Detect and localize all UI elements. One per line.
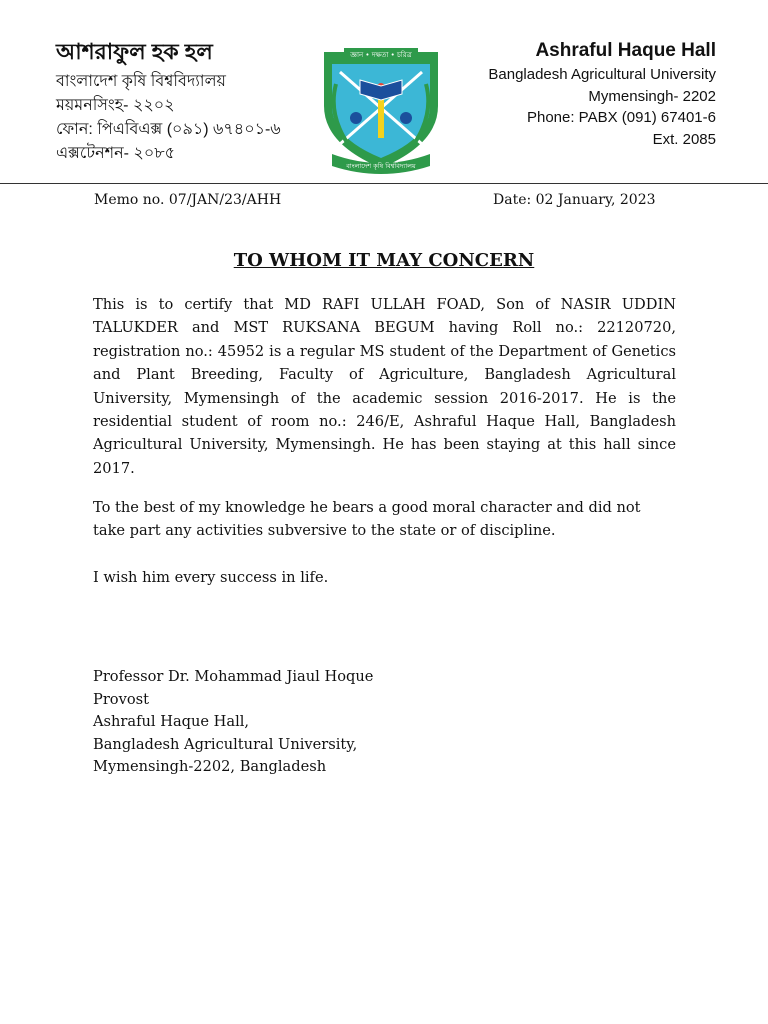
city-bangla: ময়মনসিংহ- ২২০২ bbox=[56, 97, 175, 114]
university-logo bbox=[318, 44, 444, 174]
signatory-address: Mymensingh-2202, Bangladesh bbox=[93, 758, 327, 775]
character-paragraph: To the best of my knowledge he bears a good moral character and did not take part any activities subversive to the state or of discipline. bbox=[93, 499, 641, 540]
extension-english: Ext. 2085 bbox=[652, 130, 716, 148]
header-english-block bbox=[436, 38, 716, 150]
extension-bangla: এক্সটেনশন- ২০৮৫ bbox=[56, 145, 175, 162]
letter-heading: TO WHOM IT MAY CONCERN bbox=[233, 250, 535, 271]
hall-name-english: Ashraful Haque Hall bbox=[535, 40, 716, 61]
logo-top-ribbon-text: জ্ঞান • দক্ষতা • চরিত্র bbox=[350, 51, 412, 59]
signatory-name: Professor Dr. Mohammad Jiaul Hoque bbox=[93, 668, 374, 685]
signatory-university: Bangladesh Agricultural University, bbox=[93, 735, 358, 753]
city-english: Mymensingh- 2202 bbox=[588, 87, 716, 105]
logo-bottom-ribbon-text: বাংলাদেশ কৃষি বিশ্ববিদ্যালয় bbox=[346, 162, 416, 170]
university-english: Bangladesh Agricultural University bbox=[488, 66, 716, 83]
phone-bangla: ফোন: পিএবিএক্স (০৯১) ৬৭৪০১-৬ bbox=[56, 121, 281, 138]
university-logo-emblem bbox=[318, 44, 444, 174]
university-bangla: বাংলাদেশ কৃষি বিশ্ববিদ্যালয় bbox=[56, 73, 226, 90]
hall-name-bangla: আশরাফুল হক হল bbox=[56, 39, 213, 64]
header-divider bbox=[0, 183, 768, 184]
signature-block bbox=[93, 666, 373, 779]
wishes-paragraph: I wish him every success in life. bbox=[93, 569, 329, 586]
header-bangla-block bbox=[56, 38, 296, 166]
signatory-hall: Ashraful Haque Hall, bbox=[93, 713, 250, 730]
memo-number: Memo no. 07/JAN/23/AHH bbox=[94, 192, 282, 208]
signatory-designation: Provost bbox=[93, 690, 149, 708]
phone-english: Phone: PABX (091) 67401-6 bbox=[526, 109, 716, 126]
letter-date: Date: 02 January, 2023 bbox=[493, 192, 656, 208]
certification-paragraph: This is to certify that MD RAFI ULLAH FOAD, Son of NASIR UDDIN TALUKDER and MST RUKSANA BEGUM having Roll no.: 22120720, registration no.: 45952 is a regular MS student of the Department of Genetics and Plant Breeding, Faculty of Agriculture, Bangladesh Agricultural University, Mymensingh of the academic session 2016-2017. He is the residential student of room no.: 246/E, Ashraful Haque Hall, Bangladesh Agricultural University, Mymensingh. He has been staying at this hall since 2017. bbox=[93, 296, 676, 477]
